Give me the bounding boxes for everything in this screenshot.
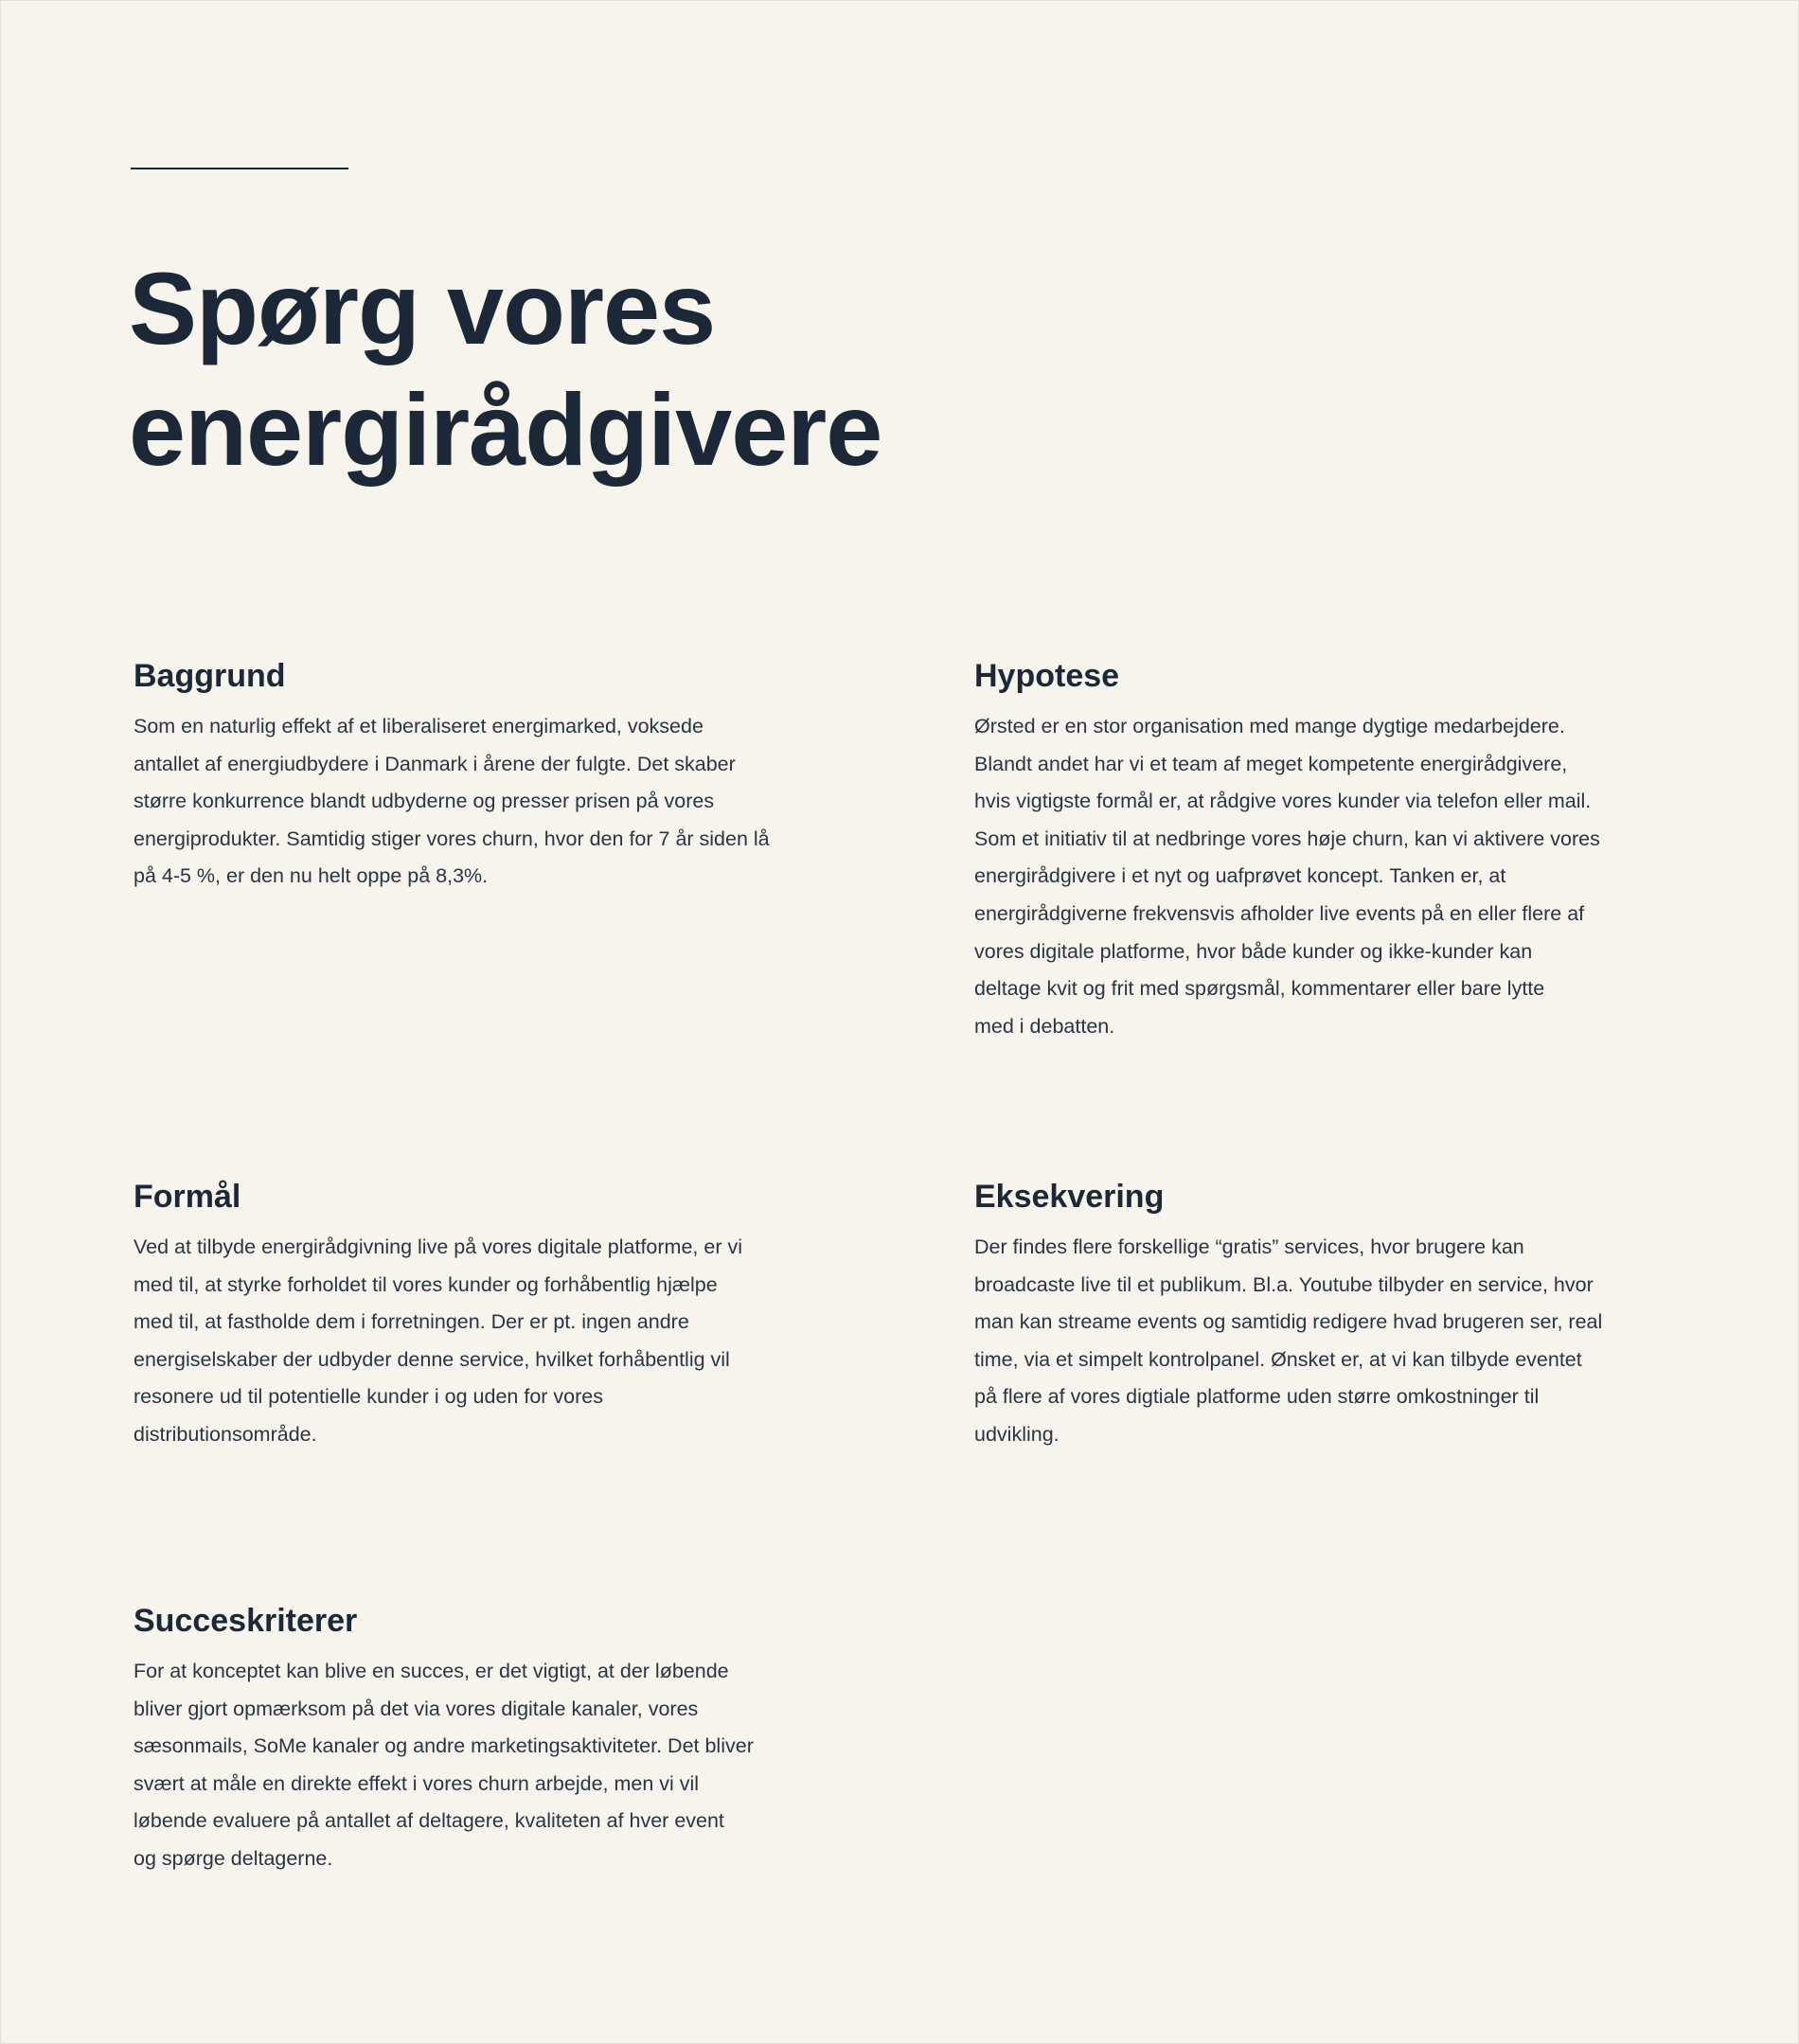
section-baggrund	[134, 655, 806, 896]
body-line: med til, at styrke forholdet til vores kunder og forhåbentlig hjælpe	[134, 1272, 718, 1296]
body-line: på 4-5 %, er den nu helt oppe på 8,3%.	[134, 864, 489, 888]
body-line: antallet af energiudbydere i Danmark i årene der fulgte. Det skaber	[134, 752, 736, 775]
body-line: Ved at tilbyde energirådgivning live på vores digitale platforme, er vi	[134, 1235, 742, 1258]
section-body	[134, 1653, 806, 1878]
body-line: For at konceptet kan blive en succes, er det vigtigt, at der løbende	[134, 1660, 729, 1682]
body-line: Der findes flere forskellige “gratis” services, hvor brugere kan	[974, 1235, 1524, 1258]
body-line: broadcaste live til et publikum. Bl.a. Youtube tilbyder en service, hvor	[974, 1272, 1594, 1296]
body-line: resonere ud til potentielle kunder i og uden for vores	[134, 1385, 604, 1409]
body-line: bliver gjort opmærksom på det via vores digitale kanaler, vores	[134, 1697, 699, 1720]
body-line: man kan streame events og samtidig redigere hvad brugeren ser, real	[974, 1310, 1603, 1334]
body-line: Som et initiativ til at nedbringe vores høje churn, kan vi aktivere vores	[974, 826, 1600, 850]
body-line: Ørsted er en stor organisation med mange dygtige medarbejdere.	[974, 715, 1565, 738]
section-body	[134, 708, 806, 896]
section-eksekvering	[974, 1176, 1656, 1454]
section-heading: Formål	[134, 1179, 241, 1215]
body-line: energiselskaber der udbyder denne service, hvilket forhåbentlig vil	[134, 1347, 730, 1371]
section-succeskriterer	[134, 1600, 806, 1878]
title-rule	[131, 168, 348, 169]
page-title: Spørg vores energirådgivere	[129, 251, 882, 487]
body-line: Som en naturlig effekt af et liberaliseret energimarked, voksede	[134, 715, 704, 738]
section-heading: Succeskriterer	[134, 1603, 358, 1639]
section-formaal	[134, 1176, 806, 1454]
body-line: med til, at fastholde dem i forretningen. Der er pt. ingen andre	[134, 1310, 689, 1334]
body-line: løbende evaluere på antallet af deltagere, kvaliteten af hver event	[134, 1809, 724, 1833]
body-line: større konkurrence blandt udbyderne og presser prisen på vores	[134, 790, 715, 813]
body-line: på flere af vores digtiale platforme uden større omkostninger til	[974, 1385, 1540, 1409]
body-line: hvis vigtigste formål er, at rådgive vores kunder via telefon eller mail.	[974, 790, 1592, 813]
section-body	[974, 1229, 1656, 1454]
body-line: distributionsområde.	[134, 1422, 317, 1446]
body-line: sæsonmails, SoMe kanaler og andre marketingsaktiviteter. Det bliver	[134, 1734, 754, 1758]
section-heading: Eksekvering	[974, 1179, 1165, 1215]
section-heading: Baggrund	[134, 658, 286, 694]
section-body	[134, 1229, 806, 1454]
section-heading: Hypotese	[974, 658, 1120, 694]
body-line: energiprodukter. Samtidig stiger vores churn, hvor den for 7 år siden lå	[134, 826, 770, 850]
body-line: energirådgiverne frekvensvis afholder live events på en eller flere af	[974, 901, 1585, 925]
body-line: energirådgivere i et nyt og uafprøvet koncept. Tanken er, at	[974, 864, 1506, 888]
body-line: time, via et simpelt kontrolpanel. Ønsket er, at vi kan tilbyde eventet	[974, 1347, 1582, 1371]
body-line: og spørge deltagerne.	[134, 1846, 333, 1870]
body-line: vores digitale platforme, hvor både kunder og ikke-kunder kan	[974, 939, 1533, 963]
body-line: udvikling.	[974, 1422, 1060, 1446]
body-line: Blandt andet har vi et team af meget kompetente energirådgivere,	[974, 752, 1568, 775]
body-line: med i debatten.	[974, 1014, 1115, 1038]
section-body	[974, 708, 1656, 1045]
body-line: deltage kvit og frit med spørgsmål, kommentarer eller bare lytte	[974, 977, 1545, 1001]
section-hypotese	[974, 655, 1656, 1045]
body-line: svært at måle en direkte effekt i vores churn arbejde, men vi vil	[134, 1771, 700, 1795]
